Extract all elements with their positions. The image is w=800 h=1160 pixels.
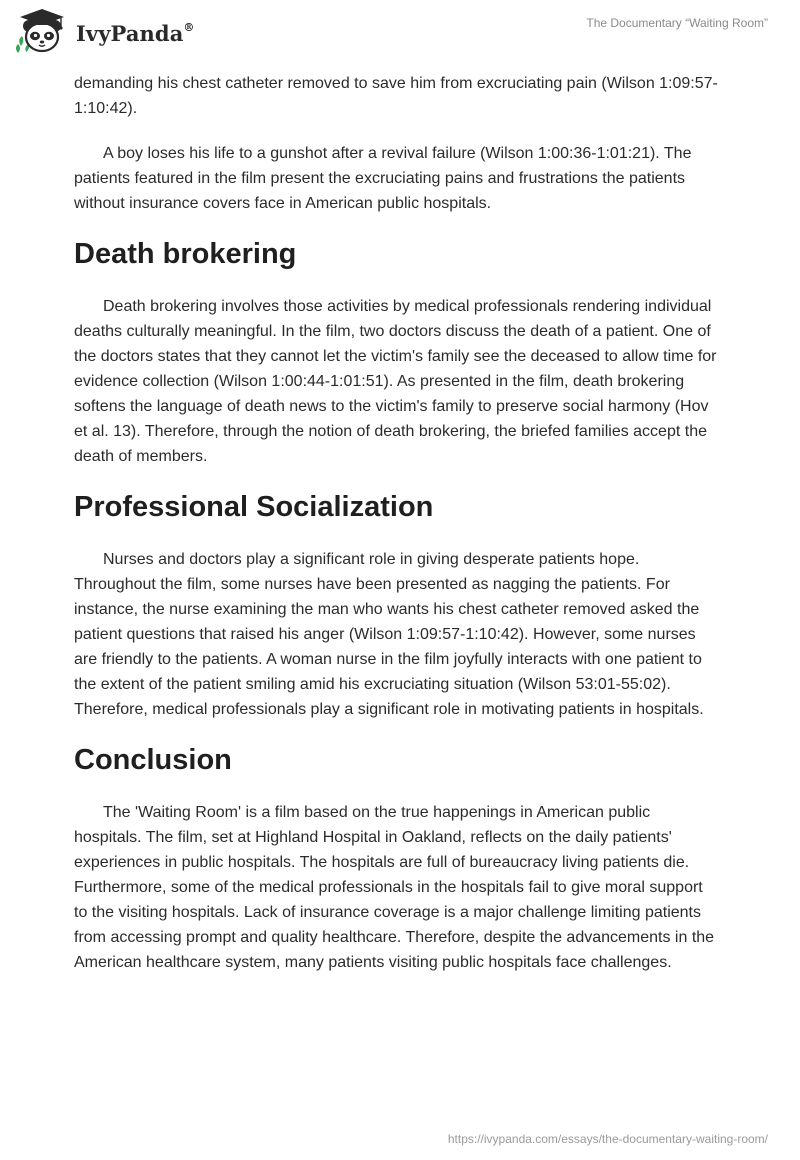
paragraph-gunshot: A boy loses his life to a gunshot after a revival failure (Wilson 1:00:36-1:01:21). The patients featured in the film present the excruciating pains and frustrations the patients without insurance covers face in American public hospitals. [74,145,692,212]
paragraph-professional-socialization: Nurses and doctors play a significant role in giving desperate patients hope. Throughout the film, some nurses have been presented as nagging the patients. For instance, the nurse examining the man who wants his chest catheter removed asked the patient questions that raised his anger (Wilson 1:09:57-1:10:42). However, some nurses are friendly to the patients. A woman nurse in the film joyfully interacts with one patient to the extent of the patient smiling amid his excruciating situation (Wilson 53:01-55:02). Therefore, medical professionals play a significant role in motivating patients in hospitals. [74,551,704,718]
paragraph-death-brokering: Death brokering involves those activities by medical professionals rendering individual deaths culturally meaningful. In the film, two doctors discuss the death of a patient. One of the doctors states that they cannot let the victim's family see the deceased to allow time for evidence collection (Wilson 1:00:44-1:01:51). As presented in the film, death brokering softens the language of death news to the victim's family to preserve social harmony (Hov et al. 13). Therefore, through the notion of death brokering, the briefed families accept the death of members. [74,298,717,465]
essay-content [74,71,720,995]
heading-professional-socialization: Professional Socialization [74,491,434,523]
paragraph-conclusion: The 'Waiting Room' is a film based on the true happenings in American public hospitals. The film, set at Highland Hospital in Oakland, reflects on the daily patients' experiences in public hospitals. The hospitals are full of bureaucracy living patients die. Furthermore, some of the medical professionals in the hospitals fail to give moral support to the visiting hospitals. Lack of insurance coverage is a major challenge limiting patients from accessing prompt and quality healthcare. Therefore, despite the advancements in the American healthcare system, many patients visiting public hospitals face challenges. [74,804,715,971]
page-header [0,0,800,64]
source-url[interactable]: https://ivypanda.com/essays/the-documentary-waiting-room/ [447,1132,768,1146]
heading-conclusion: Conclusion [74,744,232,776]
panda-graduate-icon [14,6,70,58]
paragraph-continuation: demanding his chest catheter removed to save him from excruciating pain (Wilson 1:09:57-1:10:42). [74,75,718,117]
heading-death-brokering: Death brokering [74,238,297,270]
document-title: The Documentary “Waiting Room” [586,16,768,30]
ivypanda-logo[interactable] [14,6,195,58]
brand-name: IvyPanda® [76,20,195,46]
